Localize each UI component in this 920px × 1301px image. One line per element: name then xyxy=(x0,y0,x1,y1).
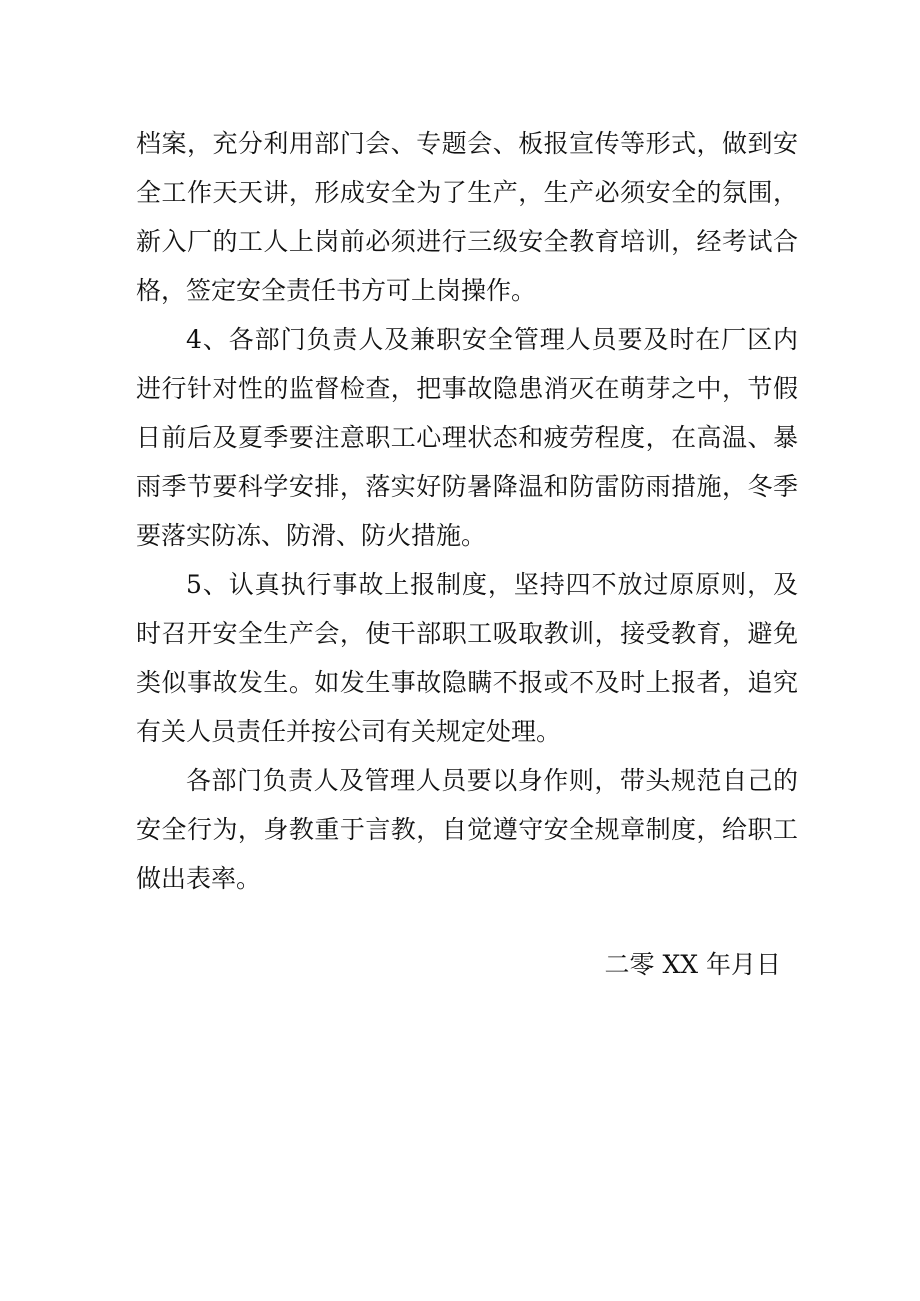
document-date: 二零 XX 年月日 xyxy=(604,950,781,979)
paragraph-archive-training: 档案，充分利用部门会、专题会、板报宣传等形式，做到安全工作天天讲，形成安全为了生产，生产必须安全的氛围，新入厂的工人上岗前必须进行三级安全教育培训，经考试合格，签定安全责任书方可上岗操作。 xyxy=(136,129,798,305)
paragraph-leadership-example: 各部门负责人及管理人员要以身作则，带头规范自己的安全行为，身教重于言教，自觉遵守安全规章制度，给职工做出表率。 xyxy=(136,766,798,893)
paragraph-item-4-inspection: 4、各部门负责人及兼职安全管理人员要及时在厂区内进行针对性的监督检查，把事故隐患消灭在萌芽之中，节假日前后及夏季要注意职工心理状态和疲劳程度，在高温、暴雨季节要科学安排，落实好防暑降温和防雷防雨措施，冬季要落实防冻、防滑、防火措施。 xyxy=(136,325,798,550)
paragraph-item-5-accident-reporting: 5、认真执行事故上报制度，坚持四不放过原原则，及时召开安全生产会，使干部职工吸取教训，接受教育，避免类似事故发生。如发生事故隐瞒不报或不及时上报者，追究有关人员责任并按公司有关规定处理。 xyxy=(136,570,798,746)
document-body xyxy=(136,119,798,903)
